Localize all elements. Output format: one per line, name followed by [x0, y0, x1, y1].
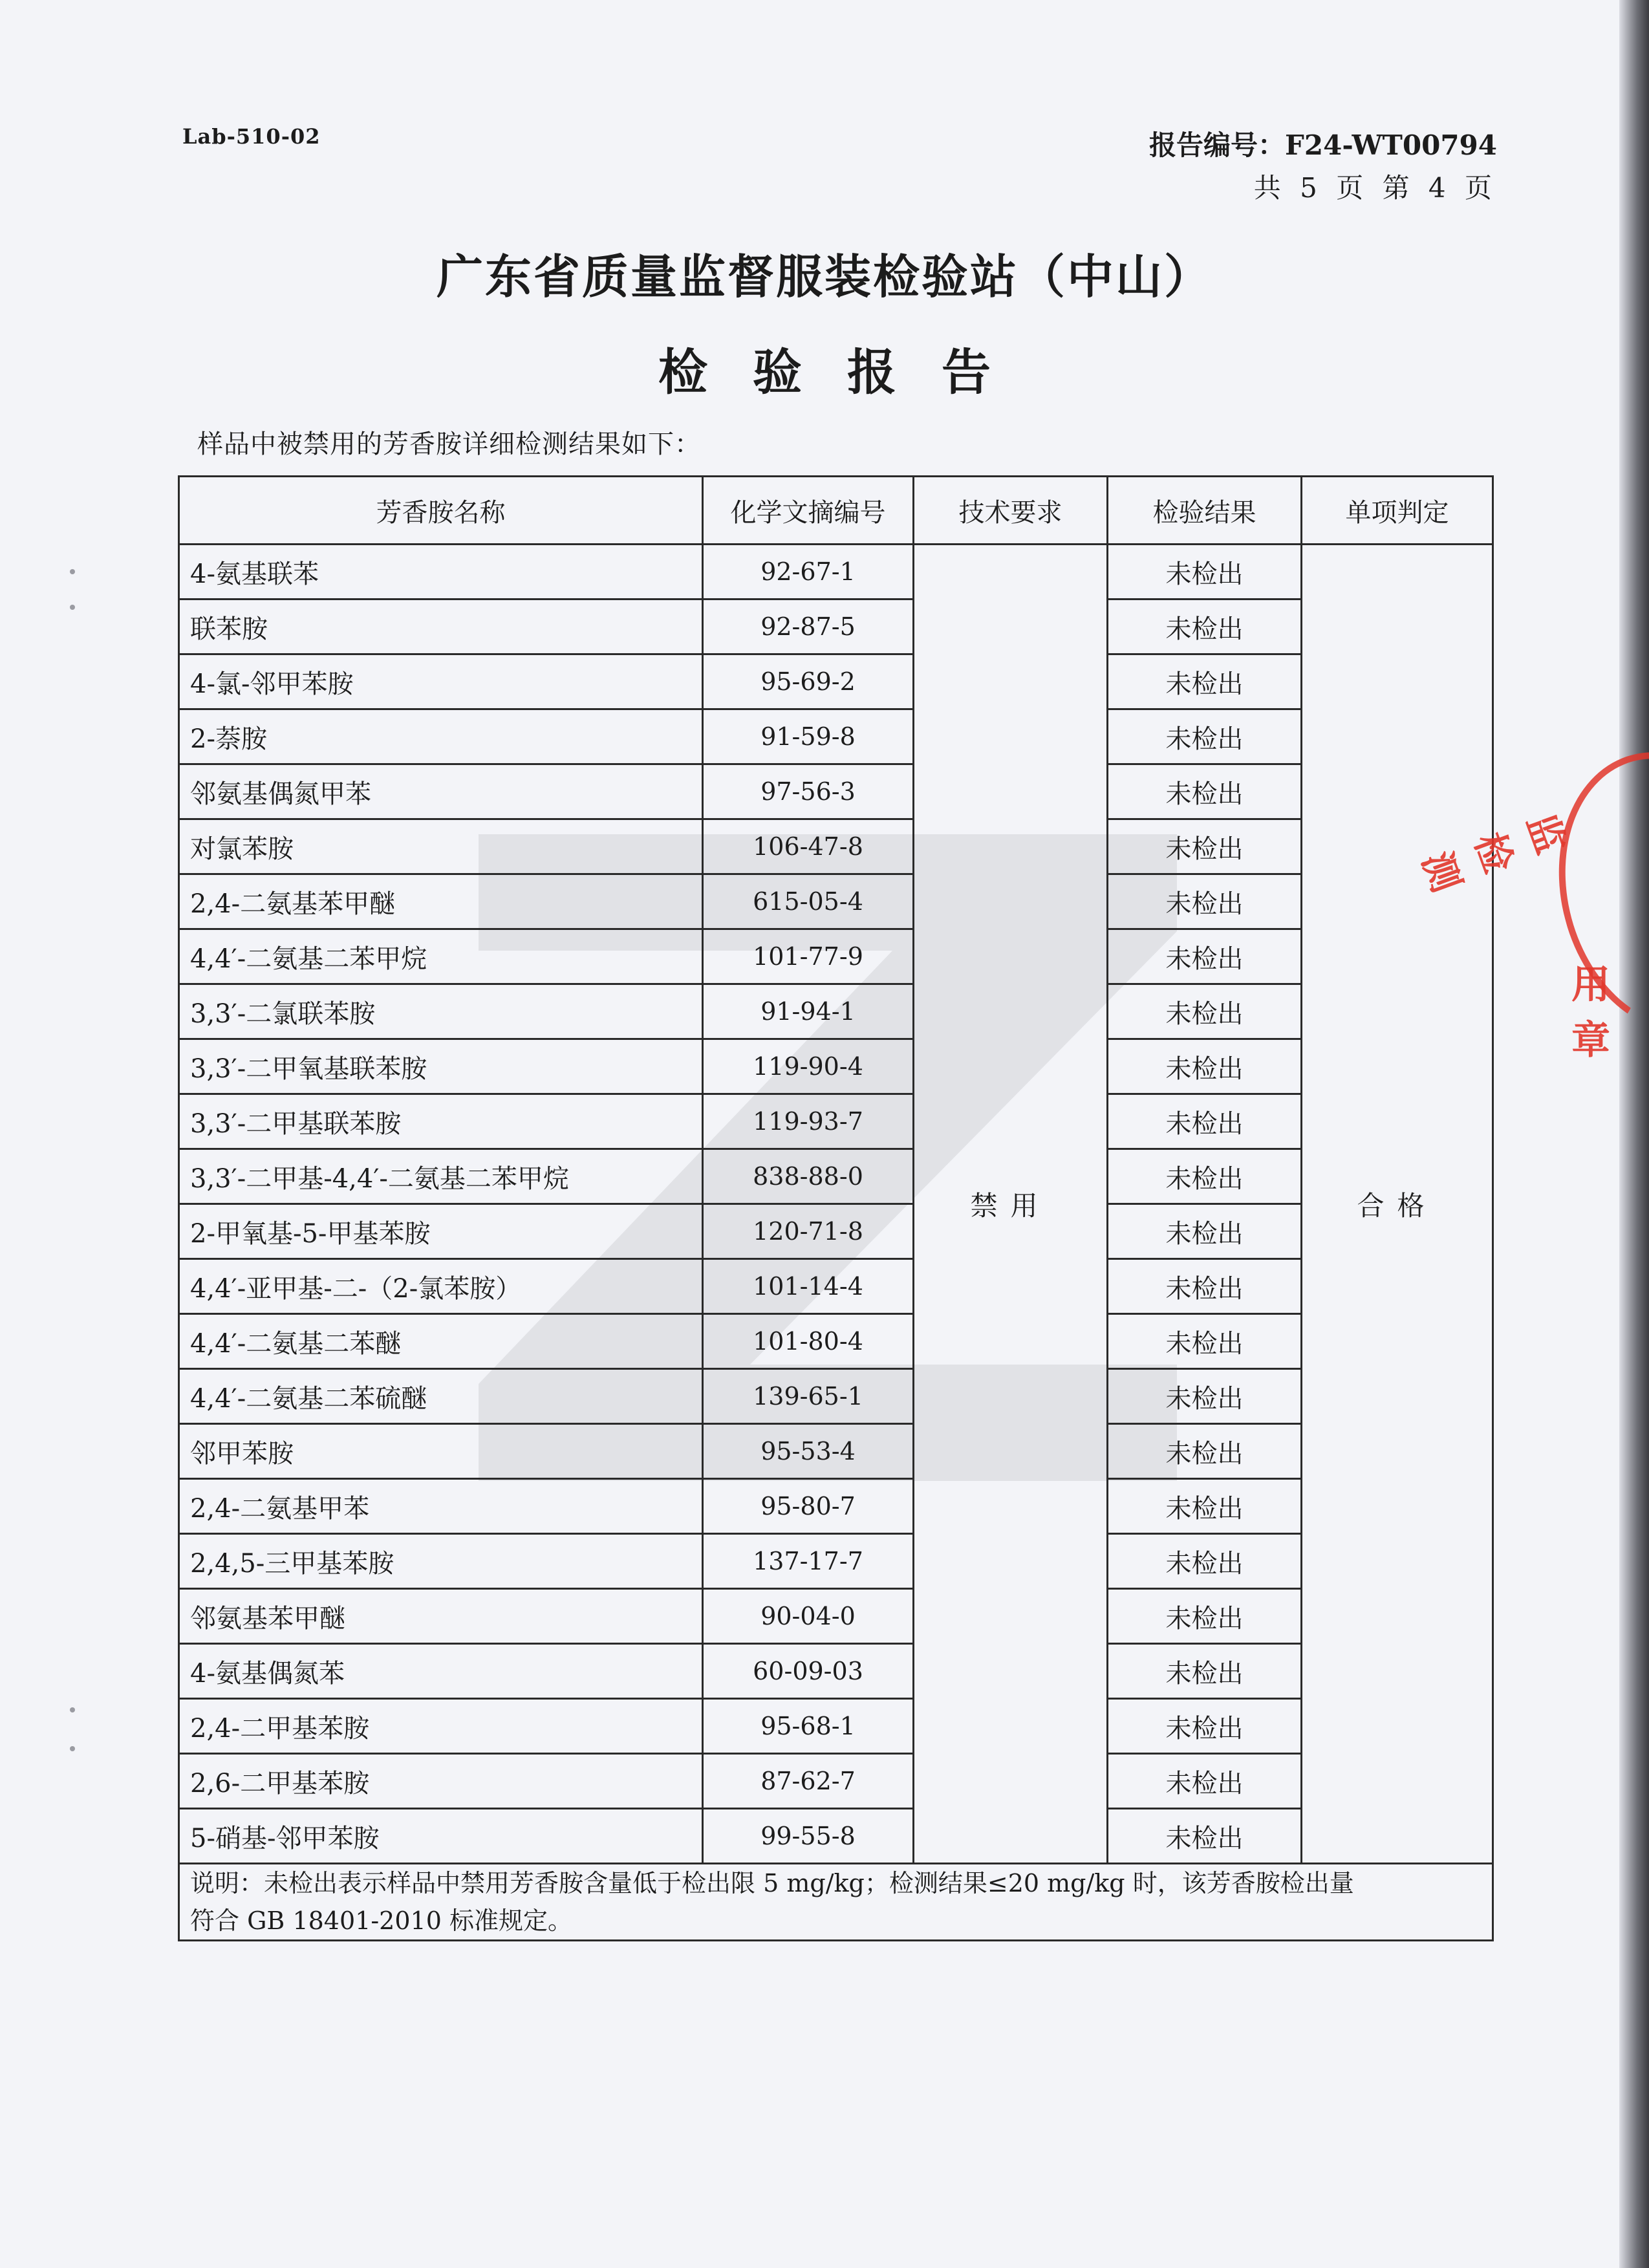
test-result-cell: 未检出: [1108, 1644, 1302, 1699]
test-result-cell: 未检出: [1108, 1369, 1302, 1424]
test-result-cell: 未检出: [1108, 1424, 1302, 1479]
amine-name-cell: 2-萘胺: [179, 709, 703, 764]
cas-number-cell: 120-71-8: [703, 1204, 914, 1259]
amine-name-cell: 2,6-二甲基苯胺: [179, 1754, 703, 1809]
table-note: [179, 1864, 1493, 1941]
table-row: [179, 545, 1493, 599]
table-row: [179, 1039, 1493, 1094]
cas-number-cell: 60-09-03: [703, 1644, 914, 1699]
table-row: [179, 1644, 1493, 1699]
test-result-cell: 未检出: [1108, 545, 1302, 599]
table-row: [179, 1699, 1493, 1754]
amine-name-cell: 对氯苯胺: [179, 819, 703, 874]
lab-code: Lab-510-02: [182, 124, 321, 149]
test-result-cell: 未检出: [1108, 1754, 1302, 1809]
table-row: [179, 1314, 1493, 1369]
amine-name-cell: 4-氯-邻甲苯胺: [179, 654, 703, 709]
table-header-row: [179, 477, 1493, 545]
test-result-cell: 未检出: [1108, 1039, 1302, 1094]
cas-number-cell: 838-88-0: [703, 1149, 914, 1204]
table-row: [179, 1149, 1493, 1204]
test-result-cell: 未检出: [1108, 874, 1302, 929]
column-header: 单项判定: [1302, 477, 1493, 545]
cas-number-cell: 91-59-8: [703, 709, 914, 764]
table-row: [179, 874, 1493, 929]
table-row: [179, 1369, 1493, 1424]
table-note-row: [179, 1864, 1493, 1941]
amine-name-cell: 3,3′-二甲基-4,4′-二氨基二苯甲烷: [179, 1149, 703, 1204]
cas-number-cell: 91-94-1: [703, 984, 914, 1039]
test-result-cell: 未检出: [1108, 1809, 1302, 1864]
cas-number-cell: 101-77-9: [703, 929, 914, 984]
seal-text: 监检测: [1413, 808, 1574, 898]
note-line: 说明：未检出表示样品中禁用芳香胺含量低于检出限 5 mg/kg；检测结果≤20 mg/kg 时，该芳香胺检出量: [190, 1869, 1354, 1897]
column-header: 检验结果: [1108, 477, 1302, 545]
cas-number-cell: 101-14-4: [703, 1259, 914, 1314]
column-header: 技术要求: [914, 477, 1108, 545]
table-row: [179, 1479, 1493, 1534]
test-result-cell: 未检出: [1108, 599, 1302, 654]
cas-number-cell: 119-93-7: [703, 1094, 914, 1149]
technical-requirement-cell: 禁用: [914, 545, 1108, 1864]
table-row: [179, 1754, 1493, 1809]
station-name: 广东省质量监督服装检验站（中山）: [436, 250, 1212, 304]
cas-number-cell: 87-62-7: [703, 1754, 914, 1809]
cas-number-cell: 106-47-8: [703, 819, 914, 874]
table-row: [179, 654, 1493, 709]
amine-name-cell: 邻甲苯胺: [179, 1424, 703, 1479]
table-row: [179, 1534, 1493, 1589]
cas-number-cell: 92-87-5: [703, 599, 914, 654]
cas-number-cell: 99-55-8: [703, 1809, 914, 1864]
amine-name-cell: 3,3′-二甲基联苯胺: [179, 1094, 703, 1149]
table-row: [179, 984, 1493, 1039]
cas-number-cell: 119-90-4: [703, 1039, 914, 1094]
test-result-cell: 未检出: [1108, 819, 1302, 874]
amine-name-cell: 4,4′-二氨基二苯醚: [179, 1314, 703, 1369]
report-title: 检验报告: [658, 343, 1036, 401]
cas-number-cell: 615-05-4: [703, 874, 914, 929]
binding-hole: [70, 605, 75, 610]
table-row: [179, 1259, 1493, 1314]
amine-name-cell: 4,4′-亚甲基-二-（2-氯苯胺）: [179, 1259, 703, 1314]
column-header: 芳香胺名称: [179, 477, 703, 545]
cas-number-cell: 97-56-3: [703, 764, 914, 819]
cas-number-cell: 92-67-1: [703, 545, 914, 599]
test-result-cell: 未检出: [1108, 929, 1302, 984]
table-row: [179, 1094, 1493, 1149]
cas-number-cell: 95-53-4: [703, 1424, 914, 1479]
amine-name-cell: 联苯胺: [179, 599, 703, 654]
test-result-cell: 未检出: [1108, 709, 1302, 764]
amine-name-cell: 4,4′-二氨基二苯硫醚: [179, 1369, 703, 1424]
cas-number-cell: 137-17-7: [703, 1534, 914, 1589]
test-result-cell: 未检出: [1108, 1479, 1302, 1534]
table-row: [179, 1204, 1493, 1259]
seal-text: 用章: [1571, 962, 1610, 1063]
amine-name-cell: 2,4-二甲基苯胺: [179, 1699, 703, 1754]
test-result-cell: 未检出: [1108, 1259, 1302, 1314]
test-result-cell: 未检出: [1108, 1094, 1302, 1149]
cas-number-cell: 95-69-2: [703, 654, 914, 709]
cas-number-cell: 95-68-1: [703, 1699, 914, 1754]
table-row: [179, 1809, 1493, 1864]
cas-number-cell: 101-80-4: [703, 1314, 914, 1369]
test-result-cell: 未检出: [1108, 1204, 1302, 1259]
cas-number-cell: 95-80-7: [703, 1479, 914, 1534]
cas-number-cell: 139-65-1: [703, 1369, 914, 1424]
amine-results-table: [178, 475, 1494, 1941]
cas-number-cell: 90-04-0: [703, 1589, 914, 1644]
amine-name-cell: 3,3′-二氯联苯胺: [179, 984, 703, 1039]
column-header: 化学文摘编号: [703, 477, 914, 545]
official-seal: [1413, 744, 1639, 1063]
test-result-cell: 未检出: [1108, 654, 1302, 709]
amine-name-cell: 5-硝基-邻甲苯胺: [179, 1809, 703, 1864]
test-result-cell: 未检出: [1108, 984, 1302, 1039]
table-row: [179, 709, 1493, 764]
amine-name-cell: 2,4,5-三甲基苯胺: [179, 1534, 703, 1589]
amine-name-cell: 3,3′-二甲氧基联苯胺: [179, 1039, 703, 1094]
test-result-cell: 未检出: [1108, 764, 1302, 819]
amine-name-cell: 2,4-二氨基苯甲醚: [179, 874, 703, 929]
binding-hole: [70, 1746, 75, 1751]
test-result-cell: 未检出: [1108, 1589, 1302, 1644]
table-row: [179, 764, 1493, 819]
test-result-cell: 未检出: [1108, 1149, 1302, 1204]
binding-hole: [70, 1707, 75, 1712]
page-count: 共 5 页 第 4 页: [1253, 172, 1497, 204]
item-verdict-cell: 合格: [1302, 545, 1493, 1864]
test-result-cell: 未检出: [1108, 1699, 1302, 1754]
binding-hole: [70, 569, 75, 574]
amine-name-cell: 4,4′-二氨基二苯甲烷: [179, 929, 703, 984]
table-row: [179, 1589, 1493, 1644]
amine-name-cell: 邻氨基苯甲醚: [179, 1589, 703, 1644]
amine-name-cell: 邻氨基偶氮甲苯: [179, 764, 703, 819]
table-row: [179, 599, 1493, 654]
intro-text: 样品中被禁用的芳香胺详细检测结果如下：: [197, 429, 701, 459]
amine-name-cell: 2,4-二氨基甲苯: [179, 1479, 703, 1534]
amine-name-cell: 4-氨基联苯: [179, 545, 703, 599]
report-number: 报告编号：F24-WT00794: [1149, 129, 1497, 161]
table-row: [179, 819, 1493, 874]
table-row: [179, 929, 1493, 984]
table-row: [179, 1424, 1493, 1479]
note-line: 符合 GB 18401-2010 标准规定。: [190, 1906, 572, 1935]
test-result-cell: 未检出: [1108, 1534, 1302, 1589]
test-result-cell: 未检出: [1108, 1314, 1302, 1369]
amine-name-cell: 4-氨基偶氮苯: [179, 1644, 703, 1699]
amine-name-cell: 2-甲氧基-5-甲基苯胺: [179, 1204, 703, 1259]
